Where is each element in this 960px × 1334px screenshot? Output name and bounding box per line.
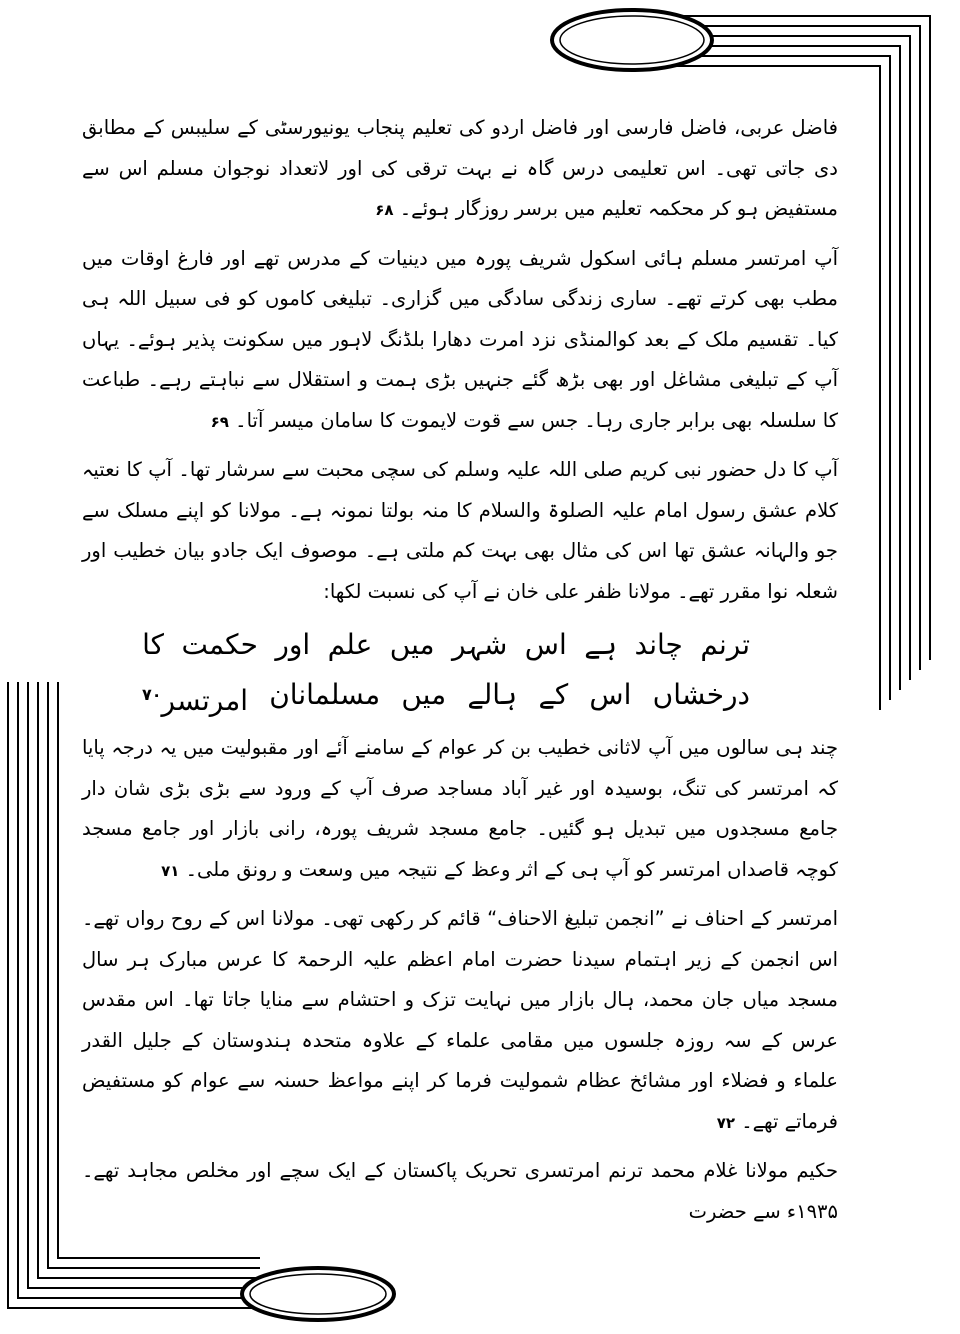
footnote-marker: ۷۲ [716,1113,735,1132]
bottom-ellipse-ornament [242,1268,394,1320]
paragraph-3: آپ کا دل حضور نبی کریم صلی اللہ علیہ وسلم کی سچی محبت سے سرشار تھا۔ آپ کا نعتیہ کلام عشق رسول امام علیہ الصلوۃ والسلام کا منہ بولتا نمونہ ہے۔ مولانا کو اپنے مسلک سے جو والہانہ عشق تھا اس کی مثال بھی بہت کم ملتی ہے۔ موصوف ایک جادو بیان خطیب اور شعلہ نوا مقرر تھے۔ مولانا ظفر علی خان نے آپ کی نسبت لکھا: [82,458,838,603]
paragraph-1: فاضل عربی، فاضل فارسی اور فاضل اردو کی تعلیم پنجاب یونیورسٹی کے سلیبس کے مطابق دی جاتی تھی۔ اس تعلیمی درس گاہ نے بہت ترقی کی اور لاتعداد نوجوان مسلم اس سے مستفیض ہو کر محکمہ تعلیم میں برسر روزگار ہوئے۔ ۶۸ [82,116,838,220]
footnote-marker: ۶۸ [375,201,394,219]
paragraph-6: حکیم مولانا غلام محمد ترنم امرتسری تحریک پاکستان کے ایک سچے اور مخلص مجاہد تھے۔ ۱۹۳۵ء سے حضرت [82,1159,838,1223]
footnote-marker: ۷۱ [161,861,180,880]
top-ellipse-ornament [552,10,712,70]
verse-line-1: ترنم چاند ہے اس شہر میں علم اور حکمت کا [142,628,750,661]
page-text [82,108,838,1240]
paragraph-2: آپ امرتسر مسلم ہائی اسکول شریف پورہ میں دینیات کے مدرس تھے اور فارغ اوقات میں مطب بھی کرتے تھے۔ ساری زندگی سادگی میں گزاری۔ تبلیغی کاموں کو فی سبیل اللہ ہی کیا۔ تقسیم ملک کے بعد کوالمنڈی نزد امرت دھارا بلڈنگ لاہور میں سکونت پذیر ہوئے۔ یہاں آپ کے تبلیغی مشاغل اور بھی بڑھ گئے جنہیں بڑی ہمت و استقلال سے نباہتے رہے۔ طباعت کا سلسلہ بھی برابر جاری رہا۔ جس سے قوت لایموت کا سامان میسر آتا۔ ۶۹ [82,246,838,432]
footnote-marker: ۶۹ [210,412,229,431]
paragraph-4: چند ہی سالوں میں آپ لاثانی خطیب بن کر عوام کے سامنے آئے اور مقبولیت میں یہ درجہ پایا کہ امرتسر کی تنگ، بوسیدہ اور غیر آباد مساجد صرف آپ کے ورود سے بڑی بڑی شان دار جامع مسجدوں میں تبدیل ہو گئیں۔ جامع مسجد شریف پورہ، رانی بازار اور جامع مسجد کوچہ قاصداں امرتسر کو آپ ہی کے اثر وعظ کے نتیجہ میں وسعت و رونق ملی۔ ۷۱ [82,736,838,881]
verse-line-2: درخشاں اس کے ہالے میں مسلمانان امرتسر۷۰ [82,670,838,726]
paragraph-5: امرتسر کے احناف نے ”انجمن تبلیغ الاحناف“ قائم کر رکھی تھی۔ مولانا اس کے روح رواں تھے۔ اس انجمن کے زیر اہتمام سیدنا حضرت امام اعظم علیہ الرحمۃ کا عرس مبارک ہر سال مسجد میاں جان محمد، ہال بازار میں نہایت تزک و احتشام سے منایا جاتا تھا۔ اس مقدس عرس کے سہ روزہ جلسوں میں مقامی علماء کے علاوہ متحدہ ہندوستان کے جلیل القدر علماء و فضلاء اور مشائخ عظام شمولیت فرما کر اپنے مواعظ حسنہ سے عوام کو مستفیض فرماتے تھے۔ ۷۲ [82,907,838,1133]
footnote-marker: ۷۰ [142,685,162,704]
